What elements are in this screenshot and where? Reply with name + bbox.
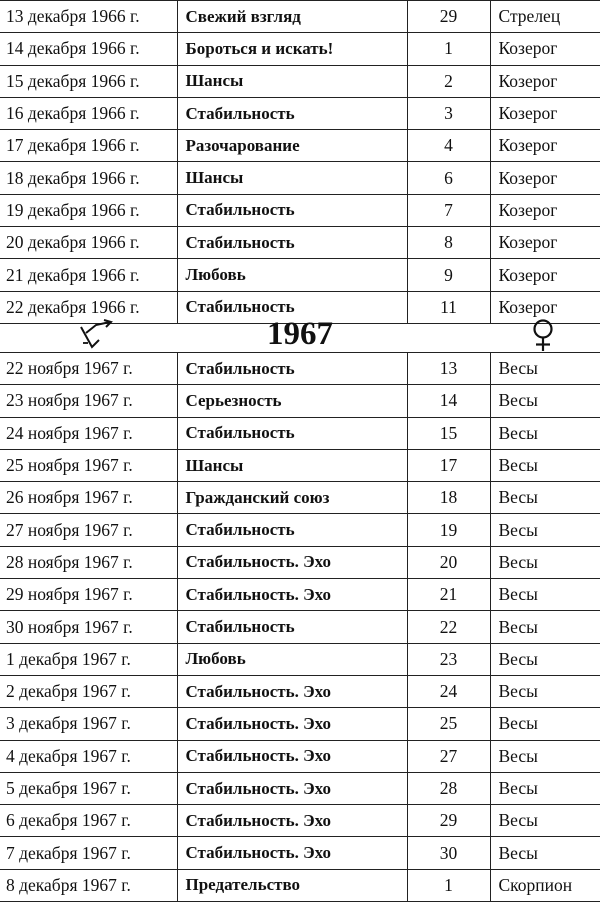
zodiac-sign-cell: Козерог [490,162,600,194]
theme-cell: Гражданский союз [177,482,407,514]
date-cell: 20 декабря 1966 г. [0,227,177,259]
theme-cell: Любовь [177,259,407,291]
zodiac-sign-cell: Весы [490,740,600,772]
date-cell: 26 ноября 1967 г. [0,482,177,514]
theme-cell: Стабильность [177,97,407,129]
date-cell: 29 ноября 1967 г. [0,579,177,611]
number-cell: 1 [407,869,490,901]
table-row [0,194,600,226]
zodiac-sign-cell: Весы [490,837,600,869]
zodiac-sign-cell: Козерог [490,227,600,259]
zodiac-sign-cell: Весы [490,805,600,837]
theme-cell: Свежий взгляд [177,1,407,33]
table-row [0,772,600,804]
date-cell: 27 ноября 1967 г. [0,514,177,546]
zodiac-sign-cell: Весы [490,643,600,675]
zodiac-sign-cell: Весы [490,417,600,449]
zodiac-sign-cell: Стрелец [490,1,600,33]
number-cell: 25 [407,708,490,740]
zodiac-sign-cell: Козерог [490,194,600,226]
date-cell: 3 декабря 1967 г. [0,708,177,740]
date-cell: 21 декабря 1966 г. [0,259,177,291]
table-row [0,33,600,65]
date-cell: 30 ноября 1967 г. [0,611,177,643]
theme-cell: Шансы [177,65,407,97]
zodiac-sign-cell: Козерог [490,97,600,129]
zodiac-sign-cell: Весы [490,385,600,417]
theme-cell: Стабильность [177,194,407,226]
theme-cell: Стабильность. Эхо [177,740,407,772]
zodiac-sign-cell: Козерог [490,33,600,65]
theme-cell: Стабильность [177,611,407,643]
number-cell: 7 [407,194,490,226]
zodiac-sign-cell: Весы [490,772,600,804]
number-cell: 14 [407,385,490,417]
date-cell: 14 декабря 1966 г. [0,33,177,65]
zodiac-sign-cell: Весы [490,546,600,578]
date-cell: 25 ноября 1967 г. [0,449,177,481]
table-row [0,643,600,675]
theme-cell: Стабильность [177,353,407,385]
date-cell: 2 декабря 1967 г. [0,675,177,707]
table-row [0,869,600,901]
date-cell: 24 ноября 1967 г. [0,417,177,449]
number-cell: 18 [407,482,490,514]
zodiac-sign-cell: Весы [490,353,600,385]
theme-cell: Серьезность [177,385,407,417]
table-row [0,805,600,837]
theme-cell: Стабильность [177,514,407,546]
number-cell: 1 [407,33,490,65]
number-cell: 27 [407,740,490,772]
zodiac-sign-cell: Козерог [490,65,600,97]
number-cell: 13 [407,353,490,385]
date-cell: 4 декабря 1967 г. [0,740,177,772]
number-cell: 9 [407,259,490,291]
table-row [0,579,600,611]
date-cell: 13 декабря 1966 г. [0,1,177,33]
table-row [0,1,600,33]
year-title: 1967 [267,316,333,352]
number-cell: 11 [407,291,490,323]
date-cell: 23 ноября 1967 г. [0,385,177,417]
theme-cell: Стабильность. Эхо [177,675,407,707]
zodiac-sign-cell: Весы [490,611,600,643]
theme-cell: Стабильность. Эхо [177,708,407,740]
table-row [0,162,600,194]
table-row [0,417,600,449]
table-row [0,675,600,707]
table-row [0,482,600,514]
zodiac-sign-cell: Козерог [490,291,600,323]
number-cell: 24 [407,675,490,707]
table-row [0,546,600,578]
zodiac-sign-cell: Скорпион [490,869,600,901]
table-row [0,259,600,291]
table-row [0,837,600,869]
theme-cell: Стабильность. Эхо [177,579,407,611]
theme-cell: Стабильность [177,227,407,259]
number-cell: 20 [407,546,490,578]
zodiac-sign-cell: Козерог [490,259,600,291]
date-cell: 16 декабря 1966 г. [0,97,177,129]
theme-cell: Стабильность. Эхо [177,772,407,804]
date-cell: 6 декабря 1967 г. [0,805,177,837]
table-row [0,65,600,97]
table-row [0,449,600,481]
date-cell: 15 декабря 1966 г. [0,65,177,97]
table-row [0,130,600,162]
zodiac-sign-cell: Весы [490,449,600,481]
date-cell: 1 декабря 1967 г. [0,643,177,675]
zodiac-sign-cell: Весы [490,708,600,740]
number-cell: 8 [407,227,490,259]
number-cell: 15 [407,417,490,449]
number-cell: 3 [407,97,490,129]
theme-cell: Стабильность. Эхо [177,546,407,578]
table-row [0,708,600,740]
table-row [0,385,600,417]
date-cell: 8 декабря 1967 г. [0,869,177,901]
zodiac-sign-cell: Весы [490,675,600,707]
number-cell: 23 [407,643,490,675]
number-cell: 21 [407,579,490,611]
zodiac-sign-cell: Козерог [490,130,600,162]
theme-cell: Стабильность. Эхо [177,837,407,869]
theme-cell: Шансы [177,449,407,481]
theme-cell: Разочарование [177,130,407,162]
number-cell: 19 [407,514,490,546]
venus-icon [530,318,556,352]
date-cell: 17 декабря 1966 г. [0,130,177,162]
theme-cell: Шансы [177,162,407,194]
theme-cell: Предательство [177,869,407,901]
date-cell: 5 декабря 1967 г. [0,772,177,804]
number-cell: 22 [407,611,490,643]
table-row [0,97,600,129]
number-cell: 29 [407,1,490,33]
number-cell: 29 [407,805,490,837]
theme-cell: Стабильность. Эхо [177,805,407,837]
year-header [0,314,600,352]
number-cell: 17 [407,449,490,481]
number-cell: 30 [407,837,490,869]
number-cell: 4 [407,130,490,162]
date-cell: 22 декабря 1966 г. [0,291,177,323]
table-row [0,514,600,546]
date-cell: 7 декабря 1967 г. [0,837,177,869]
table-row [0,227,600,259]
zodiac-sign-cell: Весы [490,579,600,611]
zodiac-sign-cell: Весы [490,514,600,546]
theme-cell: Стабильность [177,417,407,449]
theme-cell: Бороться и искать! [177,33,407,65]
number-cell: 28 [407,772,490,804]
number-cell: 2 [407,65,490,97]
table-1967-body [0,353,600,902]
number-cell: 6 [407,162,490,194]
table-row [0,611,600,643]
date-cell: 22 ноября 1967 г. [0,353,177,385]
theme-cell: Стабильность [177,291,407,323]
date-cell: 28 ноября 1967 г. [0,546,177,578]
table-row [0,740,600,772]
date-cell: 18 декабря 1966 г. [0,162,177,194]
date-cell: 19 декабря 1966 г. [0,194,177,226]
table-1966 [0,0,600,324]
table-1966-body [0,1,600,324]
theme-cell: Любовь [177,643,407,675]
table-row [0,353,600,385]
zodiac-sign-cell: Весы [490,482,600,514]
table-1967 [0,352,600,902]
